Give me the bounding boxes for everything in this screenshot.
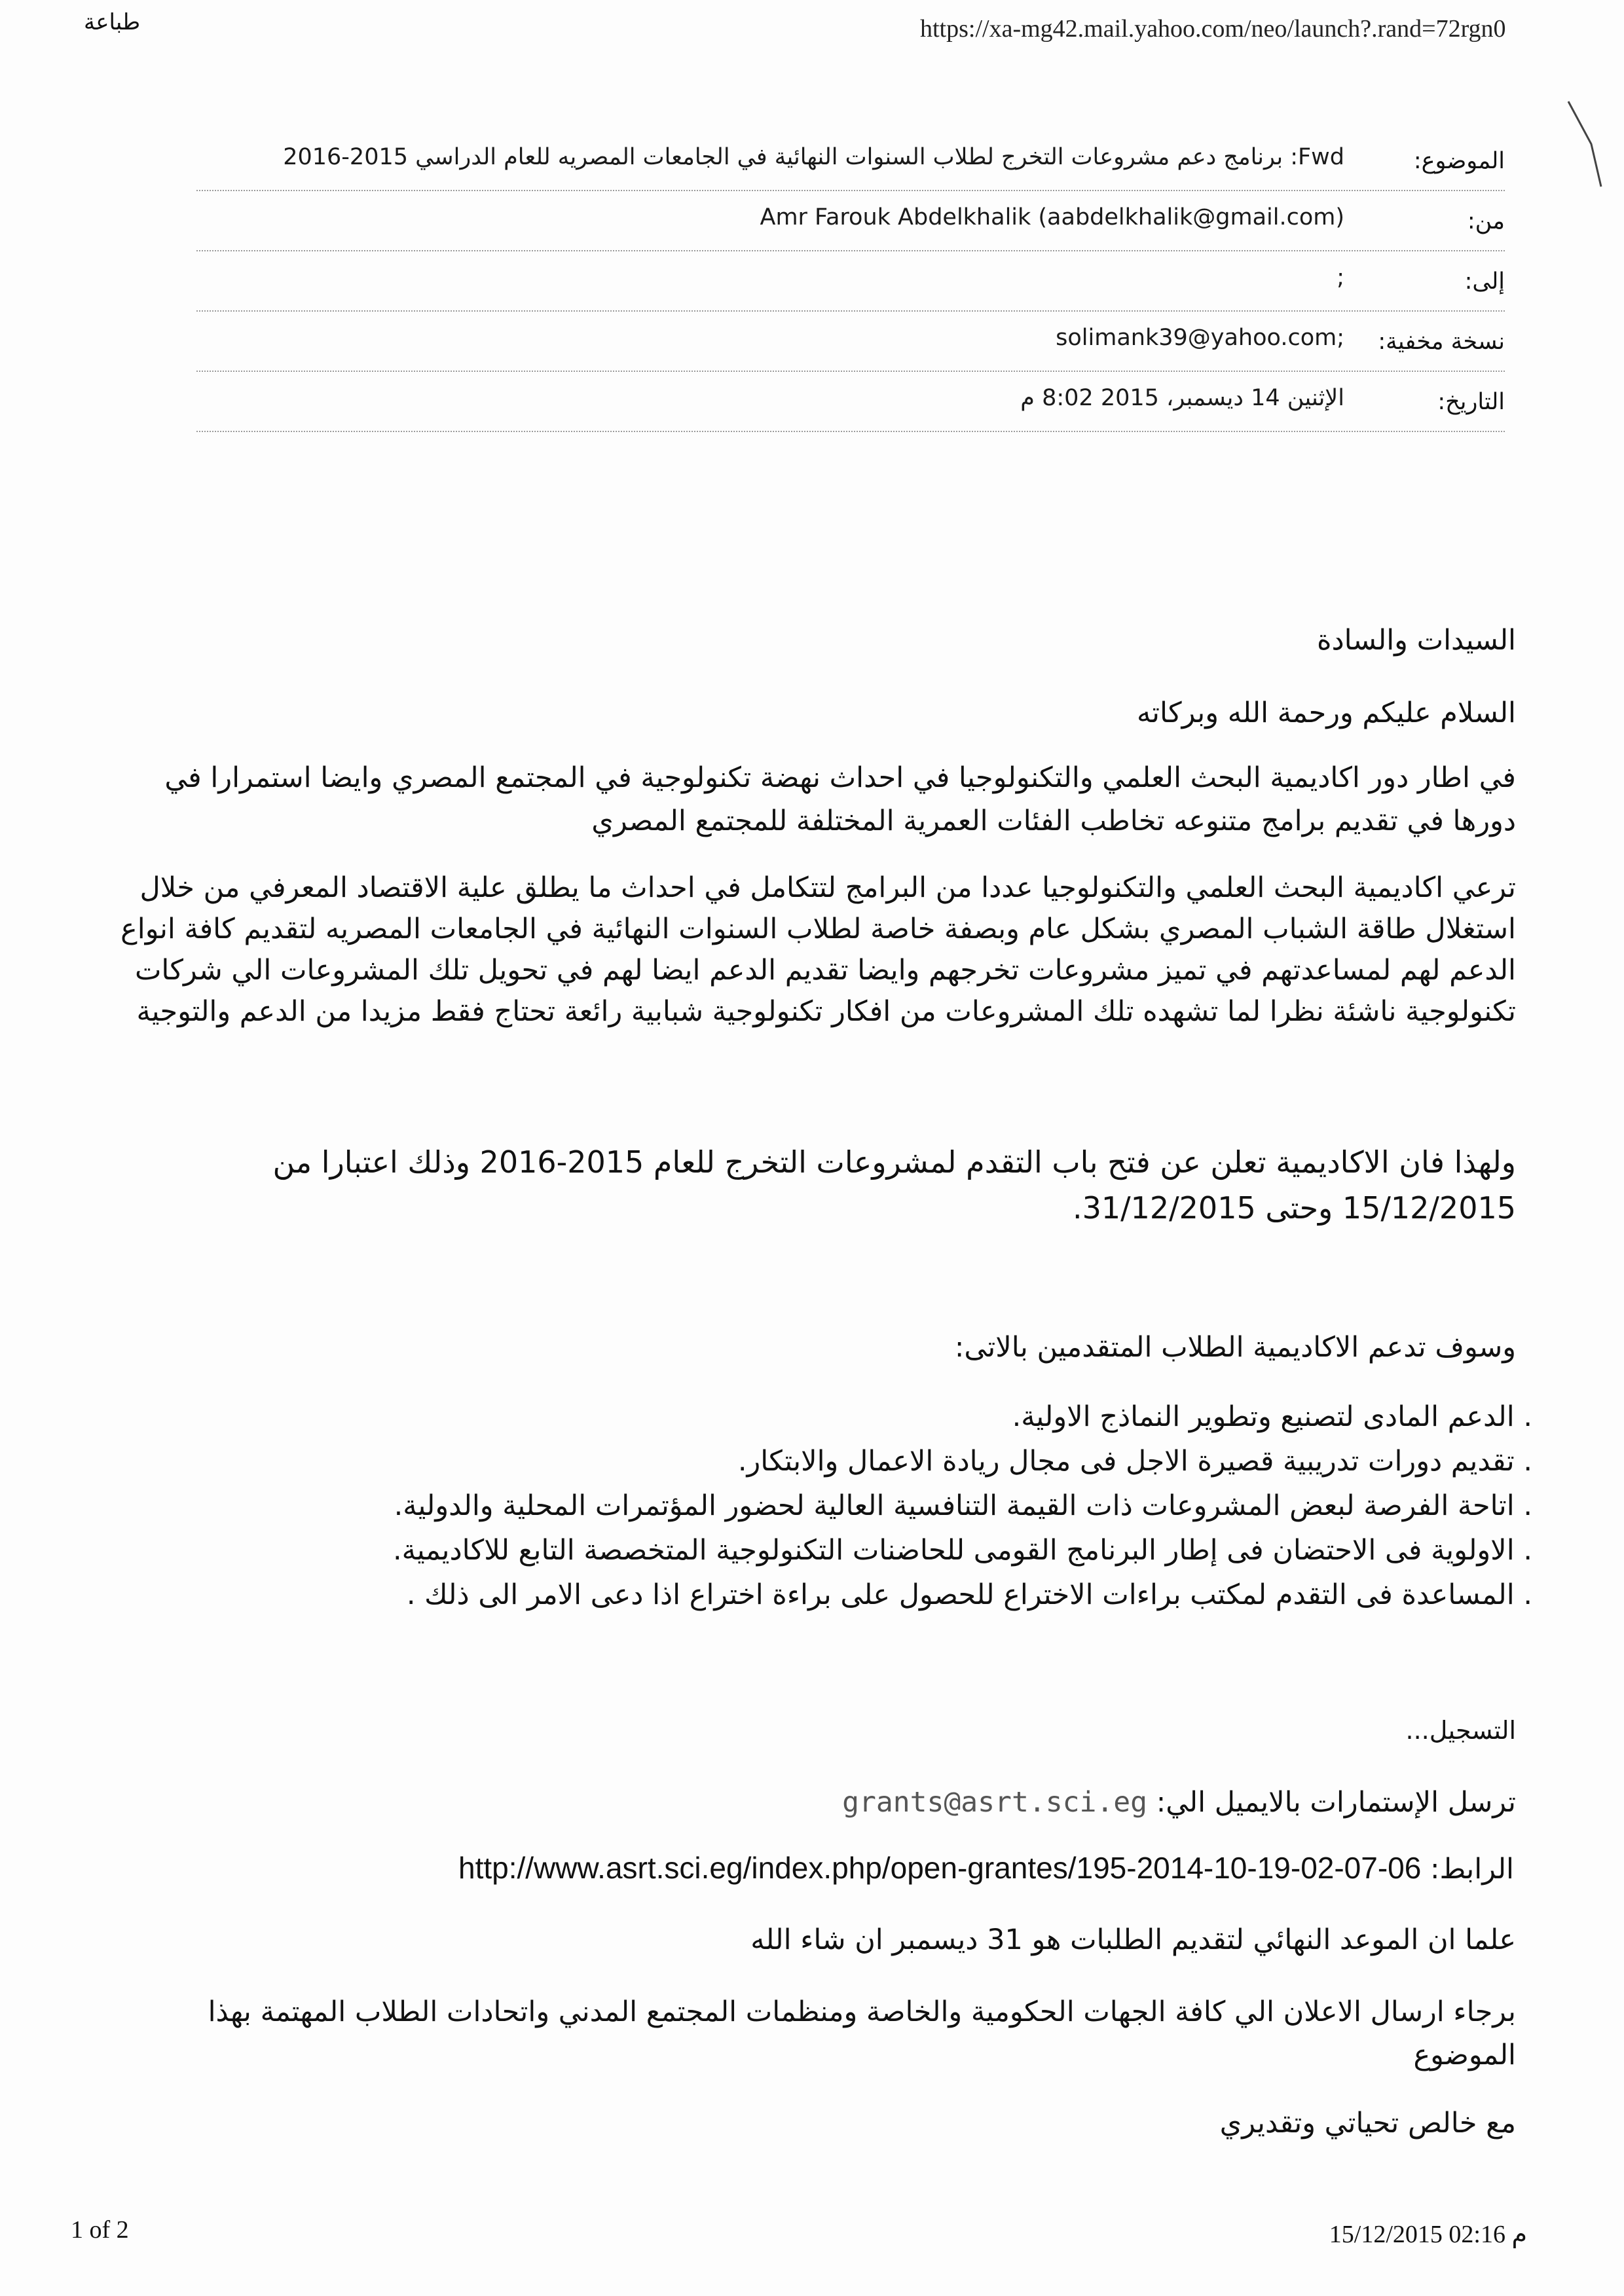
date-row: [196, 372, 1505, 432]
from-value: Amr Farouk Abdelkhalik (aabdelkhalik@gmail.com): [760, 204, 1344, 230]
to-label: إلى:: [1464, 268, 1505, 295]
registration-heading: التسجيل...: [1405, 1716, 1516, 1745]
support-list: [105, 1394, 1532, 1617]
from-row: [196, 191, 1505, 251]
deadline-line: علما ان الموعد النهائي لتقديم الطلبات هو 31 ديسمبر ان شاء الله: [750, 1923, 1516, 1956]
email-line-label: ترسل الإستمارات بالايميل الي:: [1156, 1786, 1516, 1819]
salutation-2: السلام عليكم ورحمة الله وبركاته: [1136, 697, 1516, 729]
print-datetime: 15/12/2015 02:16 م: [1329, 2221, 1527, 2248]
subject-label: الموضوع:: [1413, 148, 1505, 174]
announcement-paragraph: ولهذا فان الاكاديمية تعلن عن فتح باب التقدم لمشروعات التخرج للعام 2015-2016 وذلك اعتبارا من 15/12/2015 وحتى 31/12/2015.: [272, 1144, 1516, 1226]
date-value: الإثنين 14 ديسمبر، 2015 8:02 م: [1020, 385, 1344, 411]
support-intro: وسوف تدعم الاكاديمية الطلاب المتقدمين بالاتى:: [954, 1331, 1516, 1364]
support-item: . اتاحة الفرصة لبعض المشروعات ذات القيمة التنافسية العالية لحضور المؤتمرات المحلية والدولية.: [394, 1489, 1532, 1522]
grants-email-link[interactable]: grants@asrt.sci.eg: [842, 1786, 1148, 1819]
support-item: . الاولوية فى الاحتضان فى إطار البرنامج القومى للحاضنات التكنولوجية المتخصصة التابع للاكاديمية.: [393, 1534, 1532, 1567]
print-label: طباعة: [84, 9, 141, 35]
pen-mark: [1565, 98, 1604, 190]
link-label: الرابط:: [1430, 1853, 1514, 1886]
bcc-value: solimank39@yahoo.com;: [1056, 325, 1344, 351]
request-paragraph: برجاء ارسال الاعلان الي كافة الجهات الحكومية والخاصة ومنظمات المجتمع المدني واتحادات الطلاب المهتمة بهذا الموضوع: [208, 1995, 1516, 2071]
closing-line: مع خالص تحياتي وتقديري: [1219, 2107, 1516, 2140]
subject-value: Fwd: برنامج دعم مشروعات التخرج لطلاب السنوات النهائية في الجامعات المصريه للعام الدراسي 2015-2016: [283, 144, 1344, 170]
program-paragraph: ترعي اكاديمية البحث العلمي والتكنولوجيا عددا من البرامج لتتكامل في احداث ما يطلق علية الاقتصاد المعرفي من خلال استغلال طاقة الشباب المصري بشكل عام وبصفة خاصة لطلاب السنوات النهائية في الجامعات المصريه لتقديم كافة انواع الدعم لهم لمساعدتهم في تميز مشروعات تخرجهم وايضا تقديم الدعم ايضا لهم في تحويل تلك المشروعات الي شركات تكنولوجية ناشئة نظرا لما تشهده تلك المشروعات من افكار تكنولوجية شبابية رائعة تحتاج فقط مزيدا من الدعم والتوجية: [120, 871, 1516, 1028]
print-url: https://xa-mg42.mail.yahoo.com/neo/launch?.rand=72rgn0: [920, 15, 1506, 43]
row-divider: [196, 431, 1505, 432]
program-url-link[interactable]: http://www.asrt.sci.eg/index.php/open-grantes/195-2014-10-19-02-07-06: [458, 1851, 1422, 1885]
to-value: ;: [1337, 264, 1344, 291]
support-item: . تقديم دورات تدريبية قصيرة الاجل فى مجال ريادة الاعمال والابتكار.: [737, 1445, 1532, 1478]
bcc-label: نسخة مخفية:: [1378, 329, 1505, 355]
bcc-row: [196, 312, 1505, 372]
to-row: [196, 251, 1505, 312]
from-label: من:: [1467, 208, 1505, 234]
date-label: التاريخ:: [1437, 389, 1505, 415]
email-line: [206, 1781, 1516, 1824]
link-line: [73, 1846, 1514, 1891]
page-number: 1 of 2: [71, 2216, 129, 2244]
support-item: . الدعم المادى لتصنيع وتطوير النماذج الاولية.: [1012, 1400, 1532, 1433]
support-item: . المساعدة فى التقدم لمكتب براءات الاختراع للحصول على براءة اختراع اذا دعى الامر الى ذلك .: [406, 1578, 1532, 1611]
salutation-1: السيدات والسادة: [1316, 624, 1516, 657]
intro-paragraph: في اطار دور اكاديمية البحث العلمي والتكنولوجيا في احداث نهضة تكنولوجية في المجتمع المصري وايضا استمرارا في دورها في تقديم برامج متنوعه تخاطب الفئات العمرية المختلفة للمجتمع المصري: [164, 761, 1516, 837]
subject-row: [196, 131, 1505, 191]
